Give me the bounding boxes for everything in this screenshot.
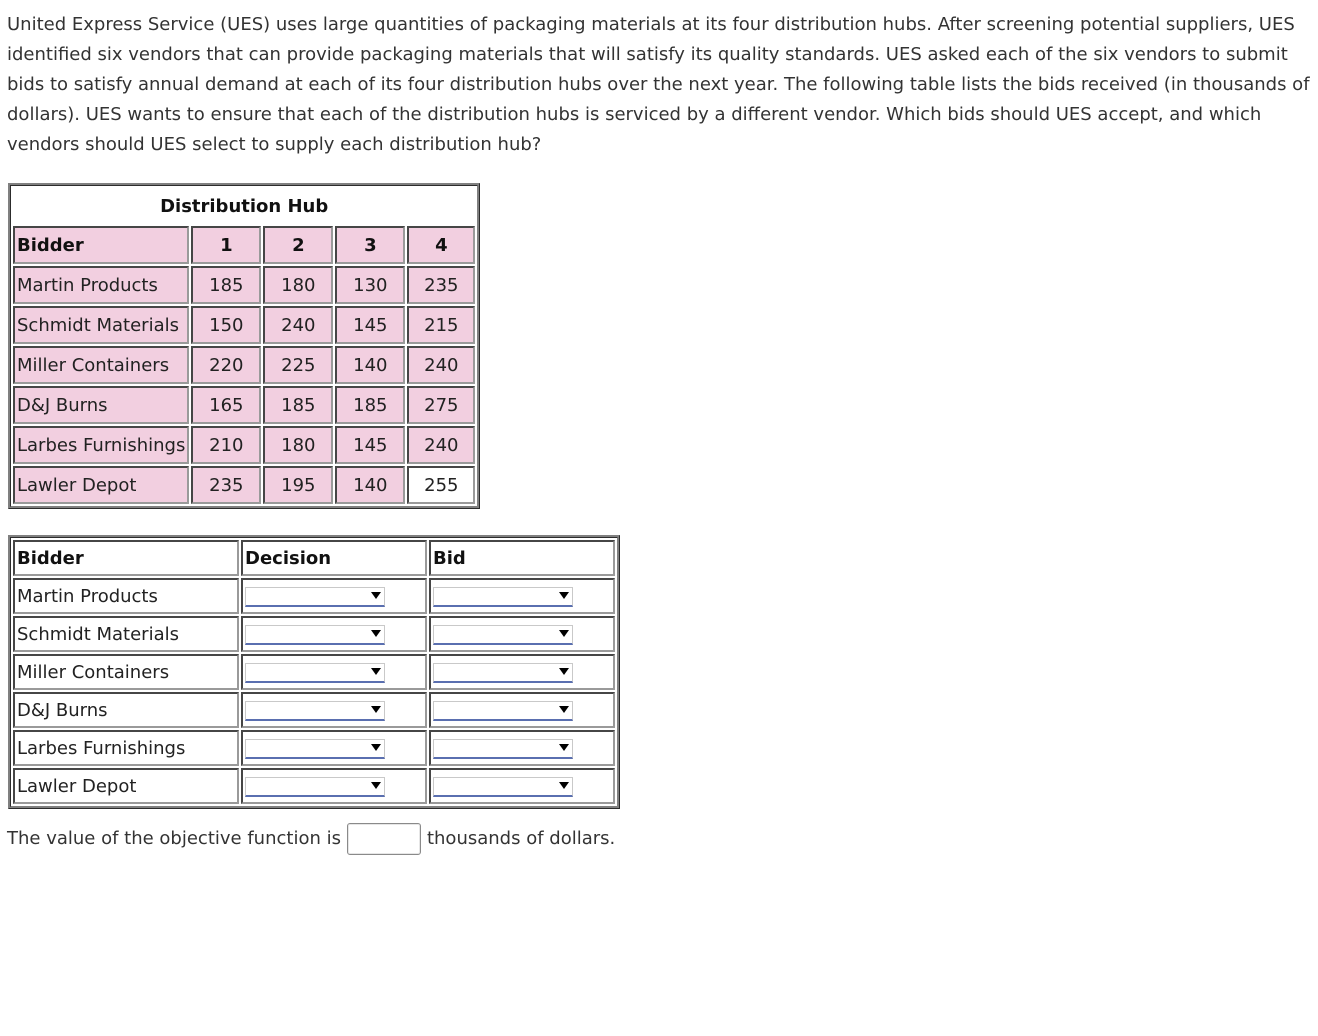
bidder-name: Lawler Depot xyxy=(13,466,189,504)
table-row xyxy=(13,426,475,464)
bidder-name: D&J Burns xyxy=(13,692,239,728)
bid-value: 180 xyxy=(263,266,333,304)
bid-value: 185 xyxy=(335,386,405,424)
table-row xyxy=(13,306,475,344)
bidder-name: Larbes Furnishings xyxy=(13,426,189,464)
decision-dropdown[interactable] xyxy=(245,701,385,721)
chevron-down-icon xyxy=(371,592,381,599)
chevron-down-icon xyxy=(371,744,381,751)
decision-table xyxy=(8,535,620,809)
chevron-down-icon xyxy=(559,668,569,675)
table-row xyxy=(13,346,475,384)
bid-table-header-row xyxy=(13,226,475,264)
bid-value: 215 xyxy=(407,306,475,344)
table-row xyxy=(13,692,615,728)
bidder-name: D&J Burns xyxy=(13,386,189,424)
hub-4-header: 4 xyxy=(407,226,475,264)
bid-value: 180 xyxy=(263,426,333,464)
table-row xyxy=(13,768,615,804)
decision-dropdown[interactable] xyxy=(245,625,385,645)
bidder-name: Martin Products xyxy=(13,266,189,304)
objective-function-line xyxy=(7,822,615,856)
bidder-name: Miller Containers xyxy=(13,346,189,384)
decision-table-header-row xyxy=(13,540,615,576)
objective-value-input[interactable] xyxy=(347,823,421,855)
bid-table xyxy=(8,183,480,509)
table-row xyxy=(13,578,615,614)
table-row xyxy=(13,466,475,504)
bid-dropdown[interactable] xyxy=(433,777,573,797)
hub-2-header: 2 xyxy=(263,226,333,264)
problem-statement: United Express Service (UES) uses large quantities of packaging materials at its four distribution hubs. After screening potential suppliers, UES identified six vendors that can provide packaging materials that will satisfy its quality standards. UES asked each of the six vendors to submit bids to satisfy annual demand at each of its four distribution hubs over the next year. The following table lists the bids received (in thousands of dollars). UES wants to ensure that each of the distribution hubs is serviced by a different vendor. Which bids should UES accept, and which vendors should UES select to supply each distribution hub? xyxy=(7,14,1310,155)
hub-3-header: 3 xyxy=(335,226,405,264)
decision-cell xyxy=(241,768,427,804)
chevron-down-icon xyxy=(559,706,569,713)
bid-cell xyxy=(429,654,615,690)
decision-cell xyxy=(241,654,427,690)
bidder-name: Schmidt Materials xyxy=(13,616,239,652)
decision-cell xyxy=(241,616,427,652)
bid-value: 130 xyxy=(335,266,405,304)
bidder-name: Larbes Furnishings xyxy=(13,730,239,766)
chevron-down-icon xyxy=(371,782,381,789)
bid-value: 150 xyxy=(191,306,261,344)
decision-dropdown[interactable] xyxy=(245,587,385,607)
bid-dropdown[interactable] xyxy=(433,625,573,645)
decision-dropdown[interactable] xyxy=(245,739,385,759)
bidder-column-header: Bidder xyxy=(13,226,189,264)
chevron-down-icon xyxy=(559,744,569,751)
bid-dropdown[interactable] xyxy=(433,739,573,759)
bid-value: 140 xyxy=(335,466,405,504)
chevron-down-icon xyxy=(559,782,569,789)
bid-cell xyxy=(429,730,615,766)
chevron-down-icon xyxy=(371,630,381,637)
bid-dropdown[interactable] xyxy=(433,587,573,607)
bidder-name: Martin Products xyxy=(13,578,239,614)
bid-value: 145 xyxy=(335,426,405,464)
bid-value: 235 xyxy=(407,266,475,304)
objective-unit-label: thousands of dollars. xyxy=(426,828,616,849)
chevron-down-icon xyxy=(559,630,569,637)
bid-table-title: Distribution Hub xyxy=(160,195,329,217)
bidder-name: Miller Containers xyxy=(13,654,239,690)
hub-1-header: 1 xyxy=(191,226,261,264)
bid-value: 220 xyxy=(191,346,261,384)
bid-value: 165 xyxy=(191,386,261,424)
bidder-name: Lawler Depot xyxy=(13,768,239,804)
decision-cell xyxy=(241,730,427,766)
bid-value: 240 xyxy=(407,426,475,464)
bid-value: 275 xyxy=(407,386,475,424)
bid-value: 145 xyxy=(335,306,405,344)
table-row xyxy=(13,730,615,766)
bid-cell xyxy=(429,616,615,652)
bid-value: 195 xyxy=(263,466,333,504)
decision-cell xyxy=(241,692,427,728)
bid-cell xyxy=(429,768,615,804)
bid-cell xyxy=(429,578,615,614)
bid-value: 225 xyxy=(263,346,333,384)
decision-column-header: Decision xyxy=(241,540,427,576)
decision-dropdown[interactable] xyxy=(245,663,385,683)
bidder-name: Schmidt Materials xyxy=(13,306,189,344)
bid-value: 140 xyxy=(335,346,405,384)
chevron-down-icon xyxy=(371,668,381,675)
bid-cell xyxy=(429,692,615,728)
bid-dropdown[interactable] xyxy=(433,663,573,683)
table-row xyxy=(13,616,615,652)
table-row xyxy=(13,266,475,304)
bid-value: 185 xyxy=(191,266,261,304)
bid-value: 185 xyxy=(263,386,333,424)
bid-column-header: Bid xyxy=(429,540,615,576)
objective-label: The value of the objective function is xyxy=(7,828,341,849)
decision-dropdown[interactable] xyxy=(245,777,385,797)
bid-value: 235 xyxy=(191,466,261,504)
bid-value: 255 xyxy=(407,466,475,504)
bid-value: 240 xyxy=(263,306,333,344)
bid-value: 240 xyxy=(407,346,475,384)
bidder-column-header: Bidder xyxy=(13,540,239,576)
chevron-down-icon xyxy=(559,592,569,599)
chevron-down-icon xyxy=(371,706,381,713)
table-row xyxy=(13,654,615,690)
table-row xyxy=(13,386,475,424)
bid-value: 210 xyxy=(191,426,261,464)
bid-dropdown[interactable] xyxy=(433,701,573,721)
decision-cell xyxy=(241,578,427,614)
